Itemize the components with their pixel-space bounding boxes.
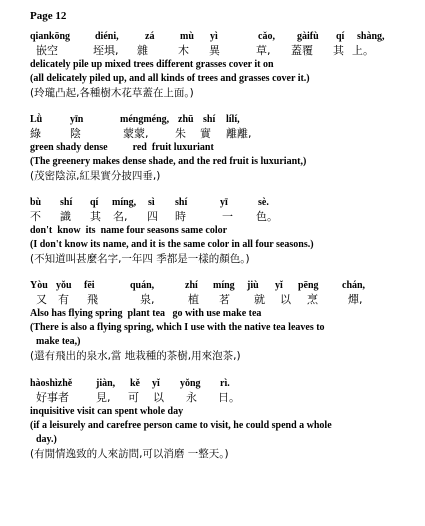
english-gloss: don't know its name four seasons same color (30, 225, 228, 236)
hanzi-line (0, 44, 425, 58)
chinese-paraphrase: (有閒情逸致的人來訪問,可以消磨 一整天。) (30, 448, 229, 460)
pinyin-word: pēng (298, 280, 319, 291)
hanzi-word: 又 (36, 293, 47, 306)
hanzi-word: 四 (147, 210, 158, 223)
pinyin-line (0, 377, 425, 391)
pinyin-word: shí (175, 197, 188, 208)
pinyin-word: sì (148, 197, 155, 208)
pinyin-word: quán, (130, 280, 155, 291)
pinyin-word: yǐ (275, 280, 283, 291)
pinyin-word: rì. (220, 378, 230, 389)
hanzi-line (0, 210, 425, 224)
pinyin-word: bù (30, 197, 42, 208)
hanzi-word: 朱 (175, 127, 186, 140)
hanzi-word: 就 (254, 293, 265, 306)
english-translation-continued: day.) (36, 434, 57, 445)
hanzi-word: 永 (186, 391, 197, 404)
pinyin-word: yì (210, 31, 218, 42)
pinyin-word: yǒu (56, 280, 72, 291)
hanzi-word: 泉, (140, 293, 155, 306)
pinyin-word: zhū (178, 114, 194, 125)
pinyin-word: cǎo, (258, 31, 275, 42)
pinyin-word: shí (60, 197, 73, 208)
page-number: Page 12 (30, 10, 67, 22)
hanzi-word: 綠 (30, 127, 41, 140)
english-translation: (There is also a flying spring, which I use with the native tea leaves to (30, 322, 325, 333)
hanzi-word: 飛 (87, 293, 98, 306)
pinyin-word: yǐ (152, 378, 160, 389)
hanzi-word: 日。 (218, 391, 240, 404)
english-gloss: Also has flying spring plant tea go with use make tea (30, 308, 262, 319)
hanzi-word: 茗 (219, 293, 230, 306)
hanzi-word: 離離, (226, 127, 252, 140)
english-translation: (if a leisurely and carefree person came to visit, he could spend a whole (30, 420, 332, 431)
hanzi-word: 色。 (256, 210, 278, 223)
pinyin-word: qí (90, 197, 99, 208)
hanzi-word: 嵌空 (36, 44, 58, 57)
pinyin-line (0, 196, 425, 210)
english-gloss: green shady dense red fruit luxuriant (30, 142, 214, 153)
hanzi-word: 蒙蒙, (123, 127, 149, 140)
pinyin-line (0, 30, 425, 44)
pinyin-word: chán, (342, 280, 366, 291)
english-translation-continued: make tea,) (36, 336, 81, 347)
pinyin-word: qí (336, 31, 345, 42)
pinyin-word: Yòu (30, 280, 48, 291)
pinyin-word: lílí, (226, 114, 240, 125)
pinyin-word: fēi (84, 280, 95, 291)
chinese-paraphrase: (不知道叫甚麼名字,一年四 季都是一樣的顏色。) (30, 253, 250, 265)
hanzi-word: 時 (175, 210, 186, 223)
english-translation: (I don't know its name, and it is the same color in all four seasons.) (30, 239, 314, 250)
pinyin-word: gàifù (297, 31, 319, 42)
pinyin-word: sè. (258, 197, 269, 208)
english-gloss: delicately pile up mixed trees different grasses cover it on (30, 59, 274, 70)
hanzi-line (0, 127, 425, 141)
hanzi-line (0, 293, 425, 307)
pinyin-word: Lǜ (30, 114, 43, 125)
hanzi-word: 可 (128, 391, 139, 404)
pinyin-word: méngméng, (120, 114, 170, 125)
chinese-paraphrase: (還有飛出的泉水,當 地栽種的茶樹,用來泡茶,) (30, 350, 241, 362)
pinyin-word: yī (220, 197, 228, 208)
chinese-paraphrase: (茂密陰涼,紅果實分披四垂,) (30, 170, 161, 182)
english-gloss: inquisitive visit can spent whole day (30, 406, 184, 417)
pinyin-word: jiàn, (96, 378, 116, 389)
pinyin-word: hàoshìzhě (30, 378, 73, 389)
pinyin-word: zá (145, 31, 155, 42)
hanzi-word: 上。 (352, 44, 374, 57)
hanzi-word: 草, (256, 44, 271, 57)
hanzi-word: 異 (209, 44, 220, 57)
hanzi-word: 好事者 (36, 391, 69, 404)
hanzi-word: 木 (178, 44, 189, 57)
pinyin-word: míng (213, 280, 235, 291)
hanzi-word: 燀, (348, 293, 363, 306)
hanzi-word: 雜 (137, 44, 148, 57)
pinyin-word: kě (130, 378, 140, 389)
pinyin-word: shàng, (357, 31, 385, 42)
hanzi-word: 一 (222, 210, 233, 223)
pinyin-word: zhí (185, 280, 198, 291)
hanzi-word: 識 (60, 210, 71, 223)
pinyin-word: yǒng (180, 378, 201, 389)
pinyin-word: qiankōng (30, 31, 71, 42)
hanzi-word: 垤埧, (93, 44, 119, 57)
pinyin-word: shí (203, 114, 216, 125)
hanzi-word: 實 (200, 127, 211, 140)
hanzi-word: 蓋覆 (291, 44, 313, 57)
hanzi-word: 植 (188, 293, 199, 306)
chinese-paraphrase: (玲瓏凸起,各種樹木花草蓋在上面。) (30, 87, 194, 99)
pinyin-word: diéni, (95, 31, 119, 42)
hanzi-word: 其 (333, 44, 344, 57)
pinyin-line (0, 279, 425, 293)
hanzi-word: 以 (153, 391, 164, 404)
pinyin-word: mù (180, 31, 194, 42)
hanzi-word: 不 (30, 210, 41, 223)
hanzi-word: 烹 (307, 293, 318, 306)
english-translation: (The greenery makes dense shade, and the red fruit is luxuriant,) (30, 156, 307, 167)
hanzi-word: 名, (113, 210, 128, 223)
hanzi-word: 見, (96, 391, 111, 404)
pinyin-word: míng, (112, 197, 137, 208)
hanzi-line (0, 391, 425, 405)
hanzi-word: 有 (58, 293, 69, 306)
pinyin-word: jiù (247, 280, 259, 291)
hanzi-word: 其 (90, 210, 101, 223)
english-translation: (all delicately piled up, and all kinds of trees and grasses cover it.) (30, 73, 310, 84)
hanzi-word: 陰 (70, 127, 81, 140)
hanzi-word: 以 (280, 293, 291, 306)
pinyin-word: yīn (70, 114, 84, 125)
pinyin-line (0, 113, 425, 127)
